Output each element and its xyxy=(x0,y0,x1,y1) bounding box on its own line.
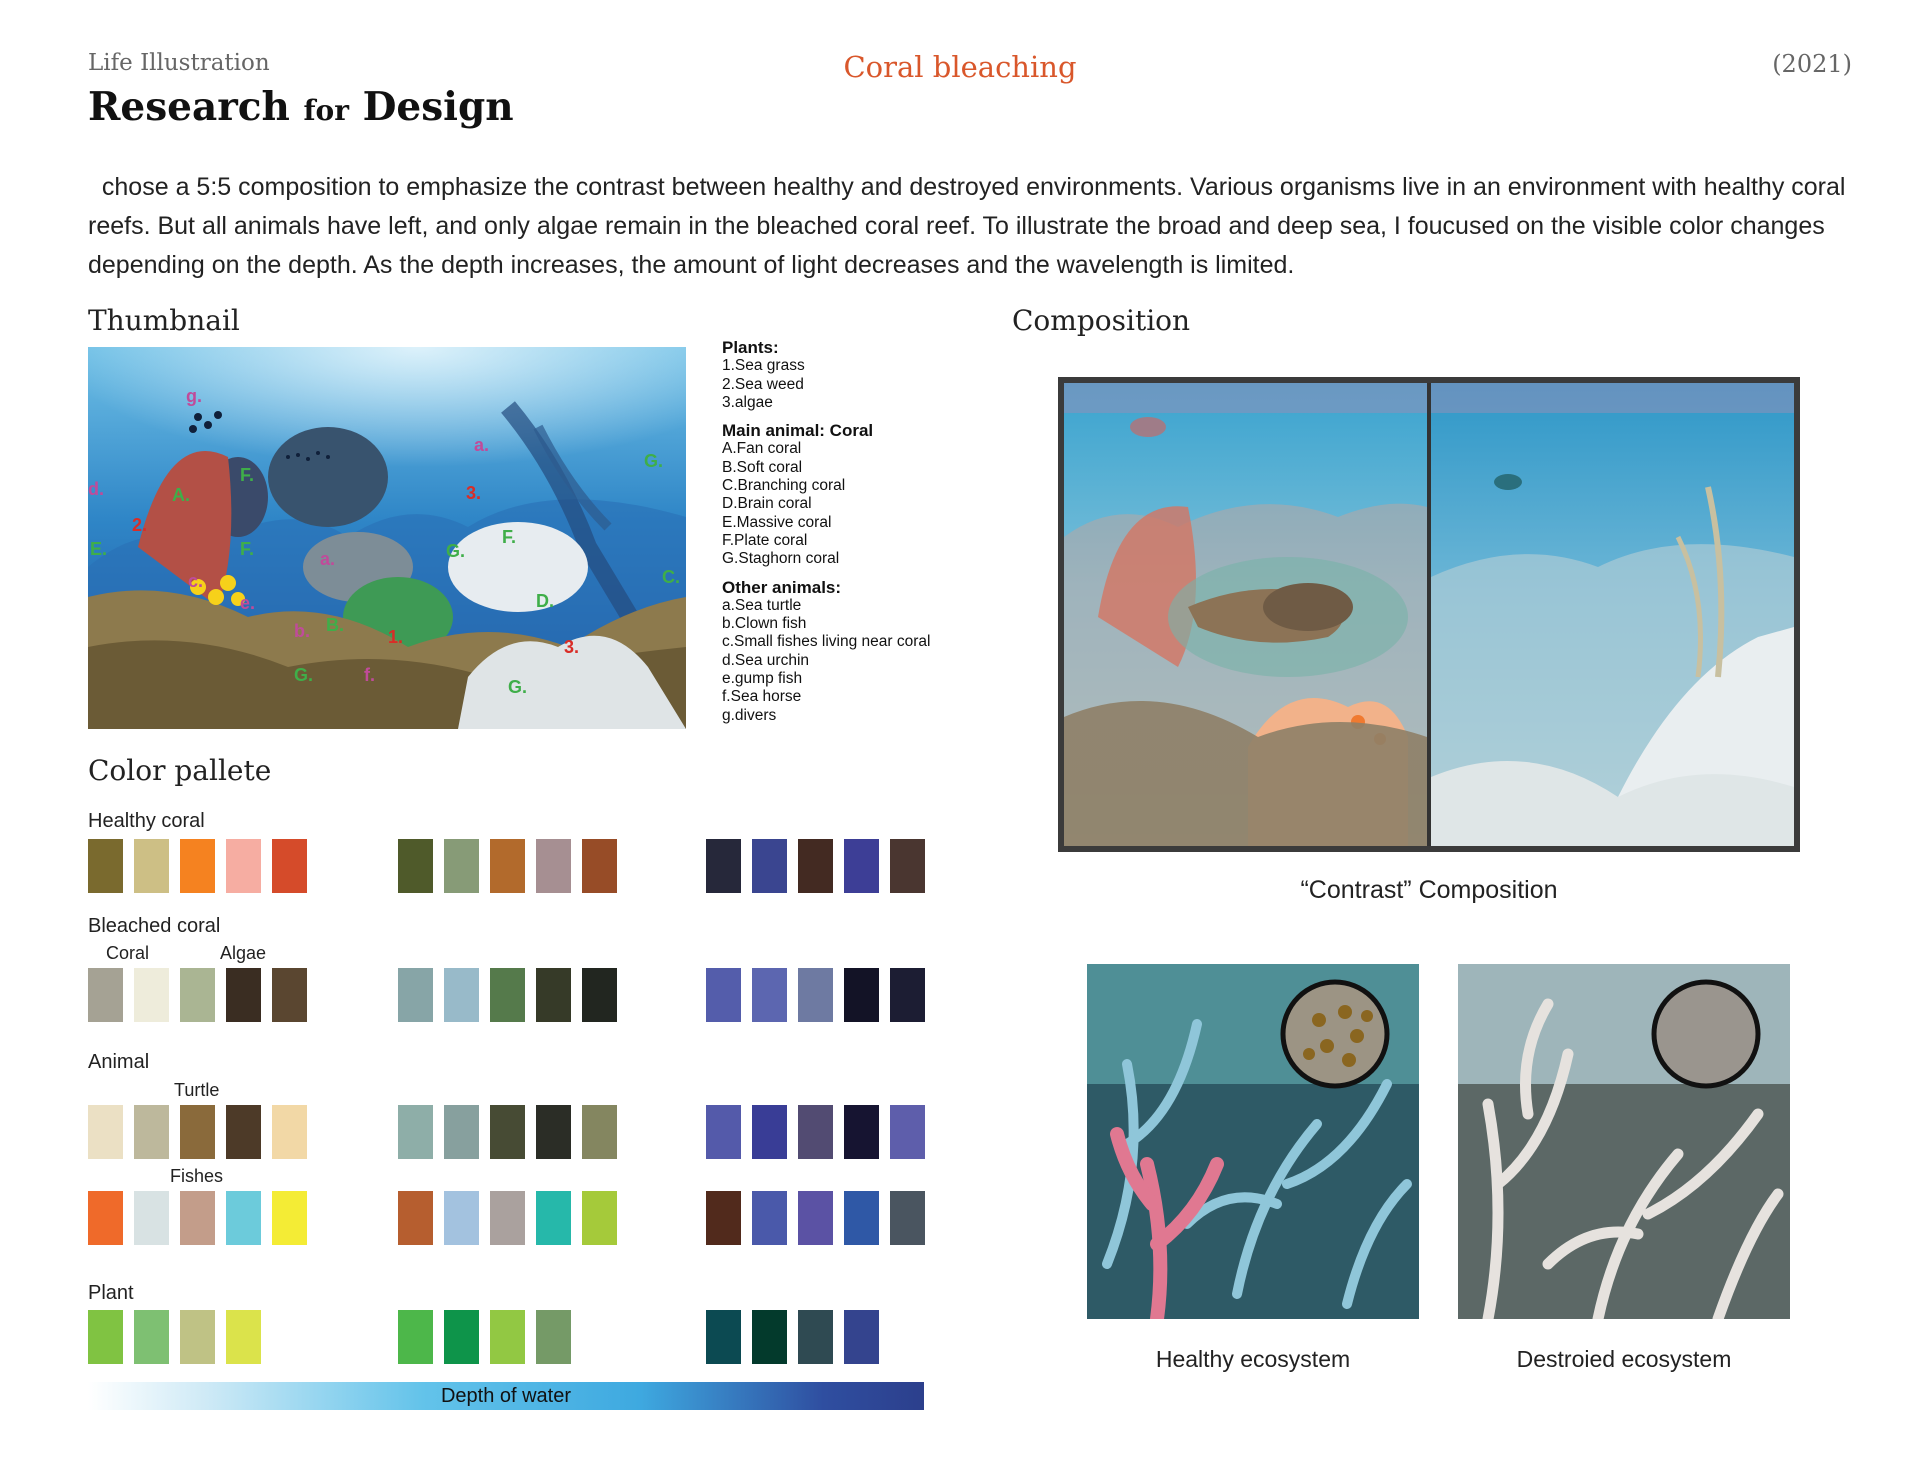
color-swatch-plant xyxy=(536,1310,571,1364)
color-swatch-plant xyxy=(398,1310,433,1364)
thumbnail-label: d. xyxy=(88,479,104,499)
palette-animal-label: Animal xyxy=(88,1051,150,1073)
year-label: (2021) xyxy=(1772,50,1852,78)
color-swatch-plant xyxy=(88,1310,123,1364)
thumbnail-label: F. xyxy=(502,527,517,547)
thumbnail-label: a. xyxy=(320,549,336,569)
color-swatch-healthy xyxy=(890,839,925,893)
kicker: Life Illustration xyxy=(88,50,270,76)
color-swatch-fish xyxy=(706,1191,741,1245)
legend-plants xyxy=(722,339,972,412)
color-swatch-healthy xyxy=(88,839,123,893)
thumbnail-label: c. xyxy=(188,571,204,591)
depth-of-water-label: Depth of water xyxy=(440,1385,572,1407)
color-swatch-healthy xyxy=(582,839,617,893)
thumbnail-label: C. xyxy=(662,567,680,587)
color-swatch-fish xyxy=(582,1191,617,1245)
legend-plants-heading: Plants: xyxy=(722,338,779,357)
color-swatch-plant xyxy=(798,1310,833,1364)
thumbnail-label: 2. xyxy=(132,515,148,535)
thumbnail-label: E. xyxy=(90,539,108,559)
palette-plant-label: Plant xyxy=(88,1282,134,1304)
color-swatch-plant xyxy=(490,1310,525,1364)
thumbnail-label: A. xyxy=(172,485,190,505)
color-swatch-fish xyxy=(226,1191,261,1245)
legend-item: B.Soft coral xyxy=(722,458,803,476)
legend-item: G.Staghorn coral xyxy=(722,550,840,568)
color-swatch-fish xyxy=(134,1191,169,1245)
depth-of-water-bar xyxy=(88,1382,924,1410)
color-swatch-plant xyxy=(706,1310,741,1364)
thumbnail-label: B. xyxy=(326,615,344,635)
thumbnail-label: F. xyxy=(240,465,255,485)
thumbnail-label: 3. xyxy=(466,483,482,503)
legend-item: D.Brain coral xyxy=(722,495,812,513)
legend-main-heading: Main animal: Coral xyxy=(722,421,874,441)
thumbnail-label: a. xyxy=(474,435,490,455)
composition-illustration xyxy=(1058,377,1800,852)
destroyed-ecosystem-caption: Destroied ecosystem xyxy=(1516,1346,1732,1372)
topic-title: Coral bleaching xyxy=(843,50,1077,84)
color-swatch-bleached xyxy=(226,968,261,1022)
color-swatch-animal xyxy=(180,1105,215,1159)
color-swatch-fish xyxy=(88,1191,123,1245)
color-swatch-bleached xyxy=(88,968,123,1022)
thumbnail-label: D. xyxy=(536,591,554,611)
color-swatch-animal xyxy=(272,1105,307,1159)
color-swatch-bleached xyxy=(444,968,479,1022)
title-design: Design xyxy=(362,84,514,130)
legend-item: A.Fan coral xyxy=(722,440,802,458)
legend-item: C.Branching coral xyxy=(722,477,846,495)
color-swatch-bleached xyxy=(134,968,169,1022)
legend-item: 2.Sea weed xyxy=(722,375,804,393)
color-swatch-bleached xyxy=(582,968,617,1022)
color-swatch-animal xyxy=(226,1105,261,1159)
color-swatch-animal xyxy=(890,1105,925,1159)
color-swatch-healthy xyxy=(536,839,571,893)
thumbnail-legend xyxy=(722,339,972,735)
color-swatch-healthy xyxy=(180,839,215,893)
thumbnail-svg xyxy=(88,347,686,729)
color-swatch-healthy xyxy=(844,839,879,893)
color-swatch-bleached xyxy=(798,968,833,1022)
thumbnail-illustration xyxy=(88,347,686,729)
destroyed-ecosystem-photo xyxy=(1458,964,1790,1319)
legend-others-heading: Other animals: xyxy=(722,577,842,597)
color-swatch-plant xyxy=(134,1310,169,1364)
color-swatch-bleached xyxy=(490,968,525,1022)
healthy-photo-svg xyxy=(1087,964,1419,1319)
legend-item: b.Clown fish xyxy=(722,615,807,633)
palette-bleached-label: Bleached coral xyxy=(88,915,221,937)
thumbnail-label: g. xyxy=(186,386,202,406)
composition-heading: Composition xyxy=(1012,304,1191,337)
color-swatch-bleached xyxy=(272,968,307,1022)
color-swatch-plant xyxy=(226,1310,261,1364)
color-swatch-bleached xyxy=(706,968,741,1022)
color-swatch-plant xyxy=(180,1310,215,1364)
color-swatch-plant xyxy=(444,1310,479,1364)
page-title xyxy=(88,84,514,130)
thumbnail-label: e. xyxy=(240,593,256,613)
color-swatch-bleached xyxy=(844,968,879,1022)
palette-sub-coral: Coral xyxy=(106,943,150,963)
color-swatch-healthy xyxy=(444,839,479,893)
color-swatch-healthy xyxy=(134,839,169,893)
color-swatch-bleached xyxy=(536,968,571,1022)
color-swatch-fish xyxy=(890,1191,925,1245)
color-swatch-fish xyxy=(272,1191,307,1245)
thumbnail-label: 3. xyxy=(564,637,580,657)
thumbnail-label: G. xyxy=(508,677,528,697)
title-for: for xyxy=(303,94,349,127)
legend-other-animals xyxy=(722,579,972,725)
legend-item: a.Sea turtle xyxy=(722,596,802,614)
color-swatch-fish xyxy=(798,1191,833,1245)
color-swatch-healthy xyxy=(272,839,307,893)
color-swatch-animal xyxy=(490,1105,525,1159)
composition-svg xyxy=(1058,377,1800,852)
color-swatch-bleached xyxy=(752,968,787,1022)
legend-item: c.Small fishes living near coral xyxy=(722,633,931,651)
color-swatch-animal xyxy=(444,1105,479,1159)
color-swatch-healthy xyxy=(798,839,833,893)
color-swatch-healthy xyxy=(490,839,525,893)
legend-item: E.Massive coral xyxy=(722,513,832,531)
palette-heading: Color pallete xyxy=(88,754,272,787)
color-swatch-plant xyxy=(752,1310,787,1364)
color-swatch-animal xyxy=(536,1105,571,1159)
legend-item: 1.Sea grass xyxy=(722,357,805,375)
color-swatch-fish xyxy=(844,1191,879,1245)
color-swatch-animal xyxy=(706,1105,741,1159)
color-swatch-healthy xyxy=(752,839,787,893)
thumbnail-label: G. xyxy=(294,665,314,685)
destroyed-photo-svg xyxy=(1458,964,1790,1319)
color-swatch-fish xyxy=(398,1191,433,1245)
legend-item: g.divers xyxy=(722,706,777,724)
color-swatch-healthy xyxy=(226,839,261,893)
color-swatch-animal xyxy=(398,1105,433,1159)
color-swatch-fish xyxy=(490,1191,525,1245)
legend-main-animal xyxy=(722,422,972,568)
palette-sub-turtle: Turtle xyxy=(174,1080,220,1100)
intro-paragraph: chose a 5:5 composition to emphasize the contrast between healthy and destroyed environments. Various organisms live in an environment with healthy coral reefs. But all animals have left, and only algae remain in the bleached coral reef. To illustrate the broad and deep sea, I foucused on the visible color changes depending on the depth. As the depth increases, the amount of light decreases and the wavelength is limited. xyxy=(88,173,1853,279)
color-swatch-animal xyxy=(582,1105,617,1159)
color-swatch-plant xyxy=(844,1310,879,1364)
thumbnail-label: G. xyxy=(644,451,664,471)
palette-healthy-label: Healthy coral xyxy=(88,810,205,832)
color-swatch-animal xyxy=(844,1105,879,1159)
color-swatch-bleached xyxy=(398,968,433,1022)
healthy-ecosystem-caption: Healthy ecosystem xyxy=(1155,1346,1351,1372)
thumbnail-label: F. xyxy=(240,539,255,559)
color-swatch-animal xyxy=(798,1105,833,1159)
color-swatch-healthy xyxy=(398,839,433,893)
color-swatch-bleached xyxy=(890,968,925,1022)
legend-item: 3.algae xyxy=(722,393,773,411)
thumbnail-label: 1. xyxy=(388,627,404,647)
thumbnail-label: f. xyxy=(364,665,375,685)
color-swatch-animal xyxy=(88,1105,123,1159)
thumbnail-label: b. xyxy=(294,621,310,641)
title-research: Research xyxy=(88,84,290,130)
legend-item: d.Sea urchin xyxy=(722,651,810,669)
legend-item: F.Plate coral xyxy=(722,531,808,549)
color-swatch-fish xyxy=(444,1191,479,1245)
color-swatch-healthy xyxy=(706,839,741,893)
color-swatch-fish xyxy=(180,1191,215,1245)
legend-item: f.Sea horse xyxy=(722,688,802,706)
thumbnail-heading: Thumbnail xyxy=(88,304,240,337)
legend-item: e.gump fish xyxy=(722,670,803,688)
palette-sub-fishes: Fishes xyxy=(170,1166,224,1186)
color-swatch-fish xyxy=(752,1191,787,1245)
color-swatch-animal xyxy=(134,1105,169,1159)
thumbnail-label: G. xyxy=(446,541,466,561)
composition-caption: “Contrast” Composition xyxy=(1300,876,1558,904)
color-swatch-fish xyxy=(536,1191,571,1245)
palette-sub-algae: Algae xyxy=(220,943,267,963)
healthy-ecosystem-photo xyxy=(1087,964,1419,1319)
color-swatch-bleached xyxy=(180,968,215,1022)
color-swatch-animal xyxy=(752,1105,787,1159)
